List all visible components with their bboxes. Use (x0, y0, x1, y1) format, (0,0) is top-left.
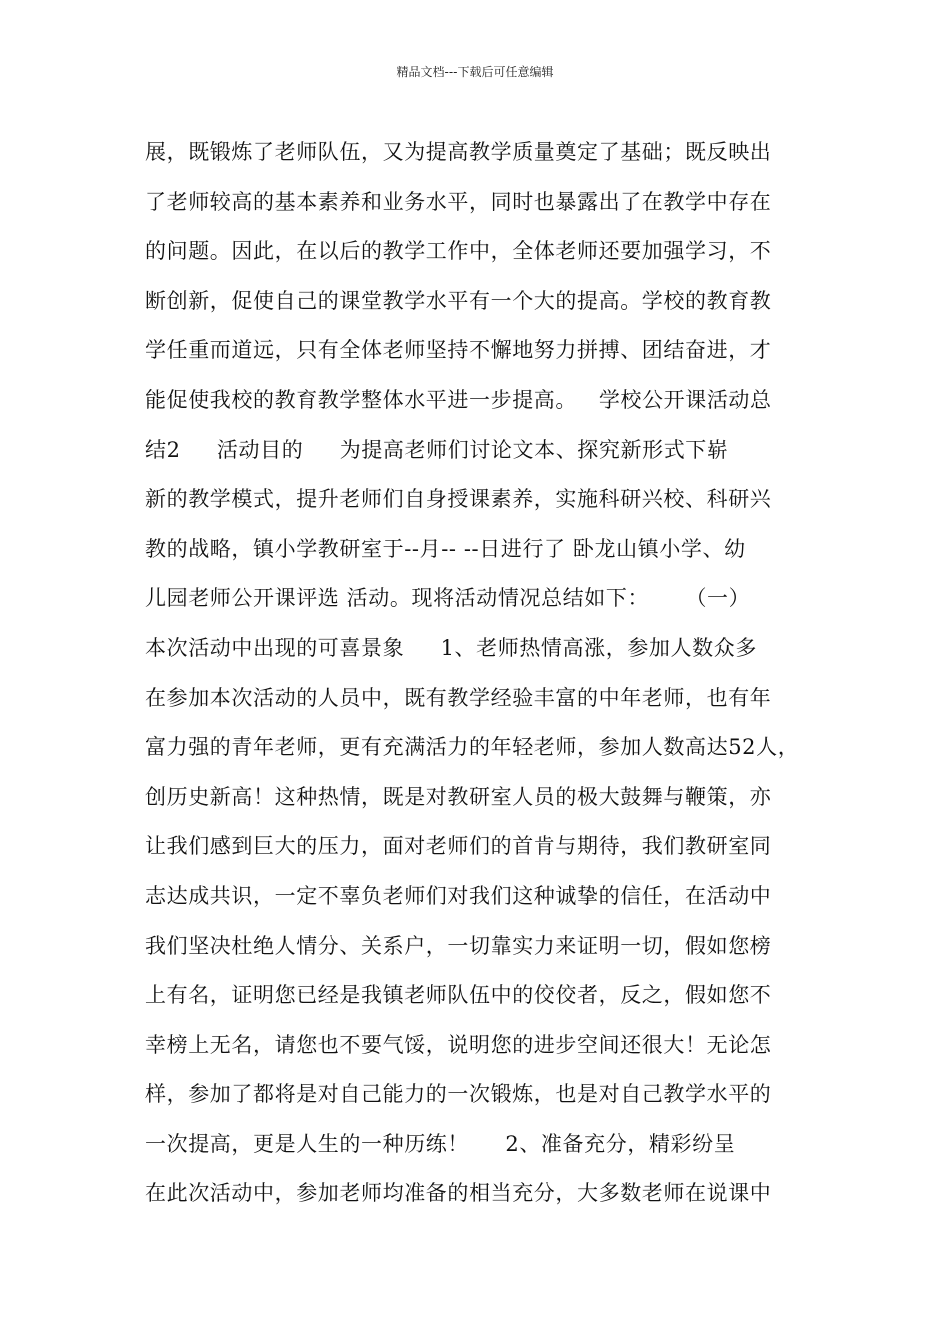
text-line: 能促使我校的教育教学整体水平进一步提高。 学校公开课活动总 (145, 387, 772, 412)
text-line: 在参加本次活动的人员中，既有教学经验丰富的中年老师，也有年 (145, 685, 772, 710)
text-line: 一次提高，更是人生的一种历练！ 2、准备充分，精彩纷呈 (145, 1131, 736, 1156)
text-line: 学任重而道远，只有全体老师坚持不懈地努力拼搏、团结奋进，才 (145, 338, 772, 363)
text-line: 我们坚决杜绝人情分、关系户，一切靠实力来证明一切，假如您榜 (145, 933, 772, 958)
text-line: 样，参加了都将是对自己能力的一次锻炼，也是对自己教学水平的 (145, 1082, 772, 1107)
text-line: 结2 活动目的 为提高老师们讨论文本、探究新形式下崭 (145, 437, 729, 462)
text-line: 本次活动中出现的可喜景象 1、老师热情高涨，参加人数众多 (145, 635, 757, 660)
text-line: 断创新，促使自己的课堂教学水平有一个大的提高。学校的教育教 (145, 288, 772, 313)
text-line: 富力强的青年老师，更有充满活力的年轻老师，参加人数高达52人， (145, 735, 800, 760)
text-line: 上有名，证明您已经是我镇老师队伍中的佼佼者，反之，假如您不 (145, 983, 772, 1008)
document-body (145, 128, 865, 1219)
text-line: 让我们感到巨大的压力，面对老师们的首肯与期待，我们教研室同 (145, 834, 772, 859)
text-line: 的问题。因此，在以后的教学工作中，全体老师还要加强学习，不 (145, 239, 772, 264)
text-line: 新的教学模式，提升老师们自身授课素养，实施科研兴校、科研兴 (145, 487, 772, 512)
text-line: 教的战略，镇小学教研室于--月-- --日进行了 卧龙山镇小学、幼 (145, 536, 746, 561)
text-line: 展，既锻炼了老师队伍，又为提高教学质量奠定了基础；既反映出 (145, 140, 772, 164)
page-header: 精品文档---下载后可任意编辑 (396, 65, 554, 79)
text-line: 创历史新高！这种热情，既是对教研室人员的极大鼓舞与鞭策，亦 (145, 784, 772, 809)
text-line: 幸榜上无名，请您也不要气馁，说明您的进步空间还很大！无论怎 (145, 1032, 772, 1057)
text-line: 儿园老师公开课评选 活动。现将活动情况总结如下： （一） (145, 586, 751, 611)
text-line: 在此次活动中，参加老师均准备的相当充分，大多数老师在说课中 (145, 1181, 772, 1206)
text-line: 了老师较高的基本素养和业务水平，同时也暴露出了在教学中存在 (145, 189, 772, 214)
text-line: 志达成共识，一定不辜负老师们对我们这种诚挚的信任，在活动中 (145, 883, 772, 908)
